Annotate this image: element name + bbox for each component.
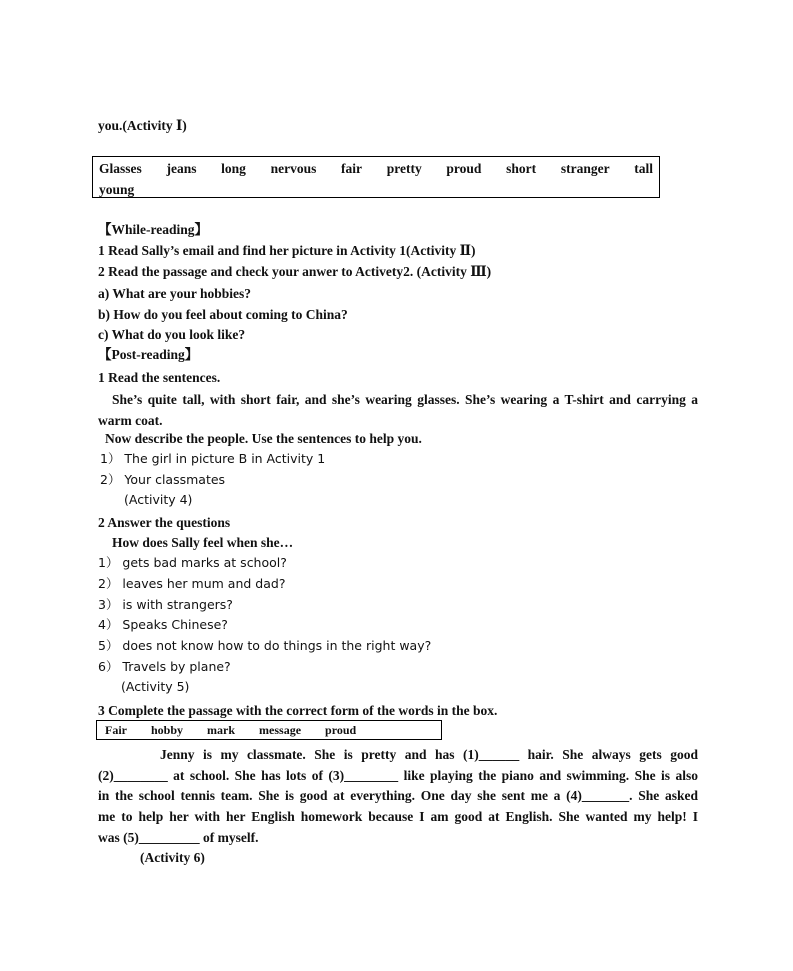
answer-question-item: 4） Speaks Chinese? bbox=[98, 617, 228, 632]
word-box-word: pretty bbox=[386, 161, 422, 176]
word-box-word: fair bbox=[341, 161, 363, 176]
activity-label: (Activity 4) bbox=[124, 492, 193, 507]
word-box-1 bbox=[92, 156, 660, 198]
word-box-2-row bbox=[105, 723, 356, 738]
word-box-word: Glasses bbox=[99, 161, 142, 176]
passage-line: (2)________ at school. She has lots of (3)________ like playing the piano and swimming. She is also bbox=[98, 767, 698, 783]
word-box-word: nervous bbox=[270, 161, 317, 176]
word-box-word: message bbox=[259, 723, 302, 737]
cloze-passage bbox=[98, 745, 698, 849]
task-2-stem: How does Sally feel when she… bbox=[112, 535, 294, 550]
describe-item: 1） The girl in picture B in Activity 1 bbox=[100, 451, 326, 466]
while-reading-heading: 【While-reading】 bbox=[98, 222, 209, 237]
question-item: b) How do you feel about coming to China? bbox=[98, 307, 348, 322]
word-box-word: hobby bbox=[151, 723, 184, 737]
intro-tail: you.(Activity Ⅰ) bbox=[98, 118, 187, 133]
while-reading-task-1: 1 Read Sally’s email and find her picture in Activity 1(Activity Ⅱ) bbox=[98, 243, 476, 258]
question-item: a) What are your hobbies? bbox=[98, 286, 252, 301]
answer-question-item: 1） gets bad marks at school? bbox=[98, 555, 287, 570]
word-box-word: jeans bbox=[166, 161, 197, 176]
word-box-word: tall bbox=[634, 161, 653, 176]
passage-line: was (5)_________ of myself. bbox=[98, 829, 259, 845]
sample-line: She’s quite tall, with short fair, and she’s wearing glasses. She’s wearing a T-shirt and carrying a bbox=[112, 392, 698, 407]
word-box-1-row bbox=[99, 161, 653, 177]
word-box-2 bbox=[96, 720, 442, 740]
word-box-word: young bbox=[99, 182, 135, 197]
passage-line: in the school tennis team. She is good at everything. One day she sent me a (4)_______. She asked bbox=[98, 788, 698, 804]
activity-label: (Activity 5) bbox=[121, 679, 190, 694]
answer-question-item: 6） Travels by plane? bbox=[98, 659, 231, 674]
describe-prompt: Now describe the people. Use the sentences to help you. bbox=[105, 431, 422, 446]
describe-item: 2） Your classmates bbox=[100, 472, 226, 487]
word-box-word: proud bbox=[325, 723, 357, 737]
word-box-word: mark bbox=[207, 723, 236, 737]
sample-description bbox=[98, 390, 698, 431]
activity-label: (Activity 6) bbox=[140, 850, 205, 865]
answer-question-item: 2） leaves her mum and dad? bbox=[98, 576, 286, 591]
post-reading-task-3: 3 Complete the passage with the correct form of the words in the box. bbox=[98, 703, 498, 718]
sample-line: warm coat. bbox=[98, 412, 163, 428]
post-reading-task-1: 1 Read the sentences. bbox=[98, 370, 221, 385]
word-box-word: proud bbox=[446, 161, 482, 176]
while-reading-task-2: 2 Read the passage and check your anwer to Activety2. (Activity Ⅲ) bbox=[98, 264, 492, 279]
word-box-word: short bbox=[506, 161, 537, 176]
post-reading-heading: 【Post-reading】 bbox=[98, 347, 199, 362]
post-reading-task-2: 2 Answer the questions bbox=[98, 515, 231, 530]
passage-line: Jenny is my classmate. She is pretty and has (1)______ hair. She always gets good bbox=[160, 747, 698, 762]
answer-question-item: 3） is with strangers? bbox=[98, 597, 233, 612]
word-box-word: Fair bbox=[105, 723, 127, 737]
answer-question-item: 5） does not know how to do things in the right way? bbox=[98, 638, 432, 653]
word-box-word: long bbox=[221, 161, 246, 176]
question-item: c) What do you look like? bbox=[98, 327, 246, 342]
word-box-word: stranger bbox=[560, 161, 610, 176]
passage-line: me to help her with her English homework because I am good at English. She wanted my help! I bbox=[98, 809, 698, 825]
